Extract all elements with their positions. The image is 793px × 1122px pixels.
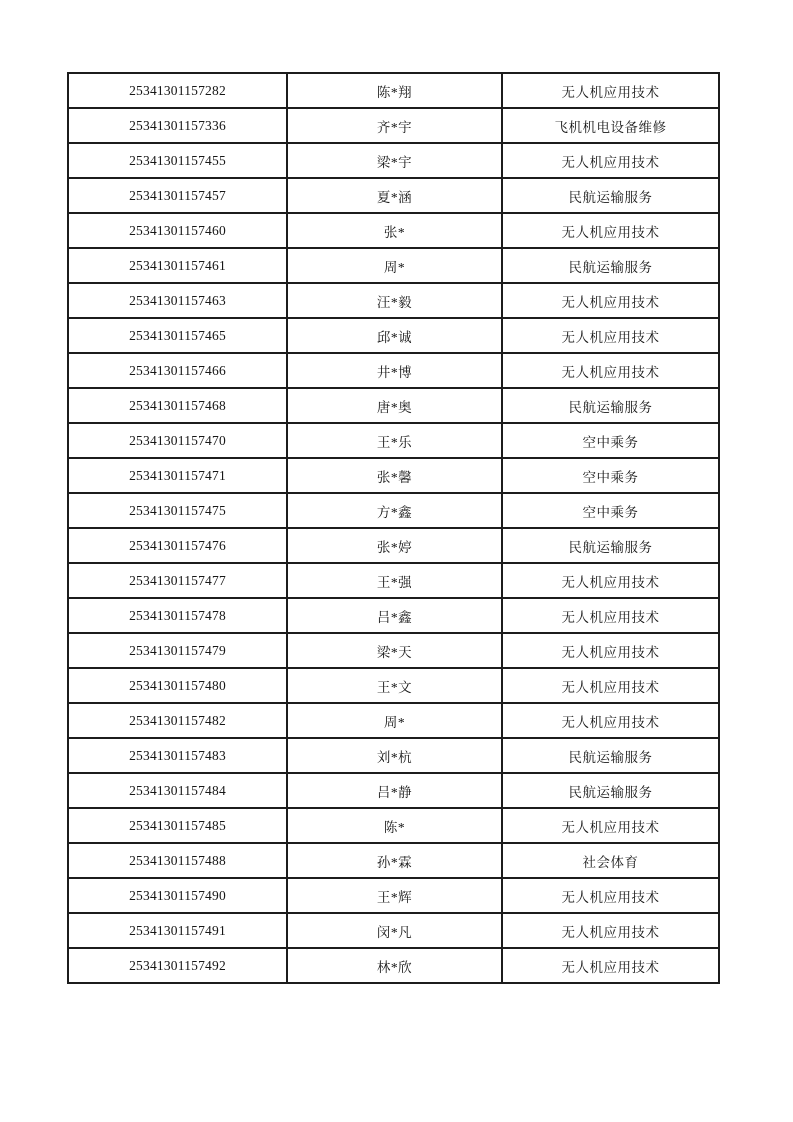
table-row (68, 843, 719, 878)
program-cell: 无人机应用技术 (502, 948, 719, 983)
candidate-id-cell: 25341301157477 (68, 563, 287, 598)
table-row (68, 143, 719, 178)
program-cell: 无人机应用技术 (502, 563, 719, 598)
candidate-name-cell: 陈* (287, 808, 502, 843)
candidate-id-cell: 25341301157470 (68, 423, 287, 458)
program-cell: 社会体育 (502, 843, 719, 878)
program-cell: 无人机应用技术 (502, 668, 719, 703)
program-cell: 无人机应用技术 (502, 318, 719, 353)
candidate-name-cell: 吕*鑫 (287, 598, 502, 633)
program-cell: 空中乘务 (502, 493, 719, 528)
program-cell: 无人机应用技术 (502, 598, 719, 633)
table-row (68, 528, 719, 563)
candidate-id-cell: 25341301157282 (68, 73, 287, 108)
candidate-name-cell: 邱*诚 (287, 318, 502, 353)
candidate-id-cell: 25341301157471 (68, 458, 287, 493)
table-row (68, 423, 719, 458)
candidate-id-cell: 25341301157476 (68, 528, 287, 563)
candidate-id-cell: 25341301157482 (68, 703, 287, 738)
candidate-name-cell: 吕*静 (287, 773, 502, 808)
candidate-id-cell: 25341301157490 (68, 878, 287, 913)
program-cell: 无人机应用技术 (502, 633, 719, 668)
candidate-id-cell: 25341301157484 (68, 773, 287, 808)
candidate-name-cell: 梁*宇 (287, 143, 502, 178)
candidate-name-cell: 林*欣 (287, 948, 502, 983)
candidate-id-cell: 25341301157479 (68, 633, 287, 668)
table-row (68, 108, 719, 143)
program-cell: 无人机应用技术 (502, 808, 719, 843)
table-row (68, 913, 719, 948)
candidate-name-cell: 周* (287, 248, 502, 283)
table-row (68, 563, 719, 598)
program-cell: 民航运输服务 (502, 773, 719, 808)
program-cell: 无人机应用技术 (502, 703, 719, 738)
table-row (68, 388, 719, 423)
candidate-id-cell: 25341301157480 (68, 668, 287, 703)
candidate-name-cell: 刘*杭 (287, 738, 502, 773)
candidate-id-cell: 25341301157336 (68, 108, 287, 143)
candidate-id-cell: 25341301157466 (68, 353, 287, 388)
table-row (68, 808, 719, 843)
candidate-id-cell: 25341301157485 (68, 808, 287, 843)
program-cell: 无人机应用技术 (502, 213, 719, 248)
program-cell: 无人机应用技术 (502, 283, 719, 318)
candidate-id-cell: 25341301157492 (68, 948, 287, 983)
table-row (68, 878, 719, 913)
candidate-id-cell: 25341301157461 (68, 248, 287, 283)
table-row (68, 668, 719, 703)
table-row (68, 178, 719, 213)
table-row (68, 353, 719, 388)
candidate-name-cell: 王*强 (287, 563, 502, 598)
program-cell: 民航运输服务 (502, 178, 719, 213)
program-cell: 空中乘务 (502, 423, 719, 458)
table-row (68, 318, 719, 353)
candidate-name-cell: 王*乐 (287, 423, 502, 458)
candidate-id-cell: 25341301157475 (68, 493, 287, 528)
table-row (68, 458, 719, 493)
candidate-id-cell: 25341301157460 (68, 213, 287, 248)
candidate-name-cell: 张*婷 (287, 528, 502, 563)
candidate-id-cell: 25341301157455 (68, 143, 287, 178)
candidate-id-cell: 25341301157468 (68, 388, 287, 423)
program-cell: 民航运输服务 (502, 248, 719, 283)
candidate-name-cell: 张*馨 (287, 458, 502, 493)
candidate-name-cell: 周* (287, 703, 502, 738)
program-cell: 民航运输服务 (502, 528, 719, 563)
candidate-name-cell: 陈*翔 (287, 73, 502, 108)
table-row (68, 703, 719, 738)
table-row (68, 948, 719, 983)
candidate-name-cell: 张* (287, 213, 502, 248)
roster-table-body (68, 73, 719, 983)
candidate-id-cell: 25341301157488 (68, 843, 287, 878)
candidate-name-cell: 唐*奥 (287, 388, 502, 423)
candidate-id-cell: 25341301157465 (68, 318, 287, 353)
program-cell: 无人机应用技术 (502, 353, 719, 388)
candidate-id-cell: 25341301157478 (68, 598, 287, 633)
program-cell: 空中乘务 (502, 458, 719, 493)
program-cell: 无人机应用技术 (502, 878, 719, 913)
candidate-id-cell: 25341301157483 (68, 738, 287, 773)
table-row (68, 248, 719, 283)
table-row (68, 213, 719, 248)
candidate-name-cell: 王*文 (287, 668, 502, 703)
table-row (68, 493, 719, 528)
program-cell: 飞机机电设备维修 (502, 108, 719, 143)
program-cell: 无人机应用技术 (502, 913, 719, 948)
table-row (68, 738, 719, 773)
candidate-name-cell: 夏*涵 (287, 178, 502, 213)
program-cell: 民航运输服务 (502, 388, 719, 423)
table-row (68, 73, 719, 108)
candidate-id-cell: 25341301157491 (68, 913, 287, 948)
candidate-name-cell: 方*鑫 (287, 493, 502, 528)
program-cell: 民航运输服务 (502, 738, 719, 773)
table-row (68, 283, 719, 318)
candidate-name-cell: 孙*霖 (287, 843, 502, 878)
candidate-id-cell: 25341301157463 (68, 283, 287, 318)
candidate-name-cell: 梁*天 (287, 633, 502, 668)
program-cell: 无人机应用技术 (502, 73, 719, 108)
candidate-name-cell: 井*博 (287, 353, 502, 388)
candidate-name-cell: 王*辉 (287, 878, 502, 913)
program-cell: 无人机应用技术 (502, 143, 719, 178)
table-row (68, 598, 719, 633)
candidate-name-cell: 汪*毅 (287, 283, 502, 318)
candidate-id-cell: 25341301157457 (68, 178, 287, 213)
table-row (68, 773, 719, 808)
candidate-name-cell: 闵*凡 (287, 913, 502, 948)
admission-roster-table (67, 72, 720, 984)
candidate-name-cell: 齐*宇 (287, 108, 502, 143)
table-row (68, 633, 719, 668)
